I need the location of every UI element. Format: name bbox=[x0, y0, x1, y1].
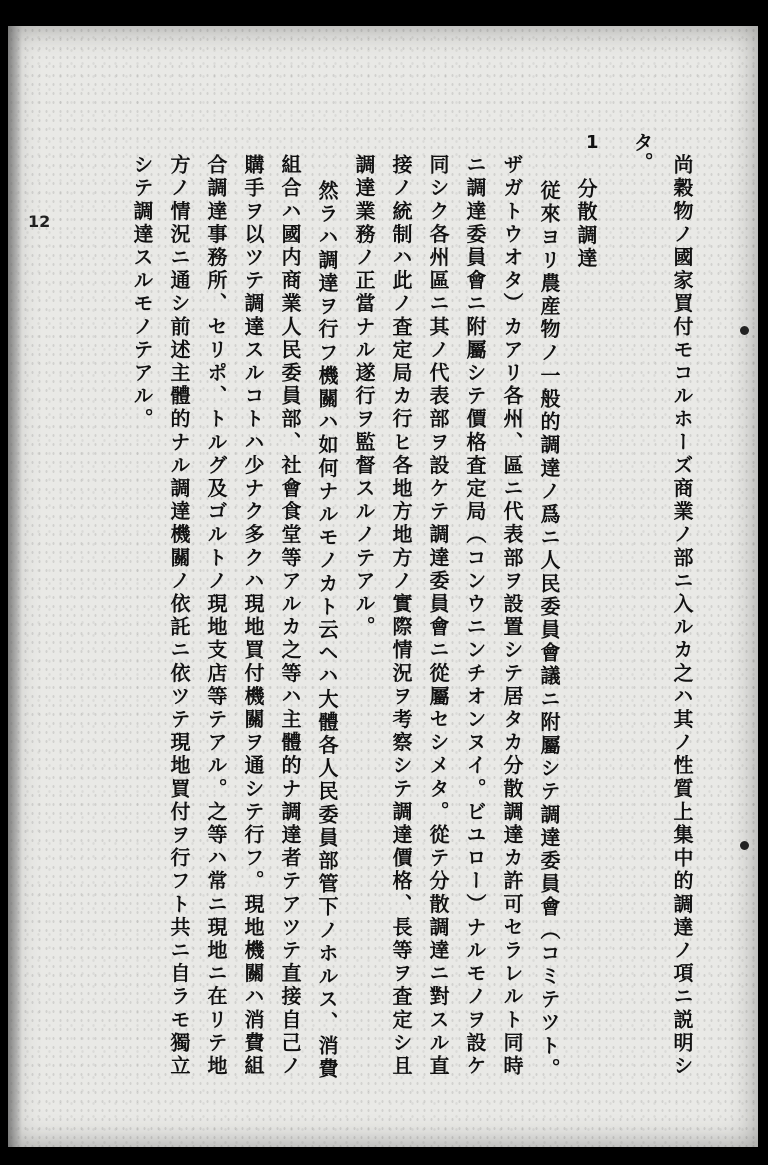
text-column-8: 接ノ統制ハ此ノ査定局カ行ヒ各地方地方ノ實際情況ヲ考察シテ調達價格、長等ヲ査定シ且 bbox=[389, 154, 413, 1078]
document-page bbox=[8, 26, 758, 1147]
text-column-5: ザガトウオタ）カアリ各州、區ニ代表部ヲ設置シテ居タカ分散調達カ許可セラレルト同時 bbox=[500, 154, 524, 1078]
section-heading: 分散調達 bbox=[574, 178, 598, 271]
page-number: 12 bbox=[28, 212, 51, 231]
text-column-11: 組合ハ國内商業人民委員部、社會食堂等アルカ之等ハ主體的ナ調達者テアツテ直接自己ノ bbox=[278, 154, 302, 1078]
section-number: 1 bbox=[586, 132, 599, 153]
text-column-2: タ。 bbox=[630, 132, 654, 172]
text-column-14: 方ノ情況ニ通シ前述主體的ナル調達機關ノ依託ニ依ツテ現地買付ヲ行フト共ニ自ラモ獨立 bbox=[167, 154, 191, 1078]
edge-specks bbox=[740, 326, 752, 856]
text-column-4: 従來ヨリ農産物ノ一般的調達ノ爲ニ人民委員會議ニ附屬シテ調達委員會（コミテツト。 bbox=[537, 180, 561, 1081]
text-column-15: シテ調達スルモノテアル。 bbox=[130, 154, 154, 432]
text-column-12: 購手ヲ以ツテ調達スルコトハ少ナク多クハ現地買付機關ヲ通シテ行フ。現地機關ハ消費組 bbox=[241, 154, 265, 1078]
text-column-13: 合調達事務所、セリポ、トルグ及ゴルトノ現地支店等テアル。之等ハ常ニ現地ニ在リテ地 bbox=[204, 154, 228, 1078]
text-column-1: 尚穀物ノ國家買付モコルホーズ商業ノ部ニ入ルカ之ハ其ノ性質上集中的調達ノ項ニ説明シ bbox=[670, 154, 694, 1078]
text-column-7: 同シク各州區ニ其ノ代表部ヲ設ケテ調達委員會ニ從屬セシメタ。從テ分散調達ニ對スル直 bbox=[426, 154, 450, 1078]
text-column-6: ニ調達委員會ニ附屬シテ價格査定局（コンウニンチオンヌイ。ビユロー）ナルモノヲ設ケ bbox=[463, 154, 487, 1078]
text-column-9: 調達業務ノ正當ナル遂行ヲ監督スルノテアル。 bbox=[352, 154, 376, 640]
text-column-10: 然ラハ調達ヲ行フ機關ハ如何ナルモノカト云ヘハ大體各人民委員部管下ノホルス、消費 bbox=[315, 180, 339, 1081]
page-binding-shadow bbox=[8, 26, 22, 1147]
